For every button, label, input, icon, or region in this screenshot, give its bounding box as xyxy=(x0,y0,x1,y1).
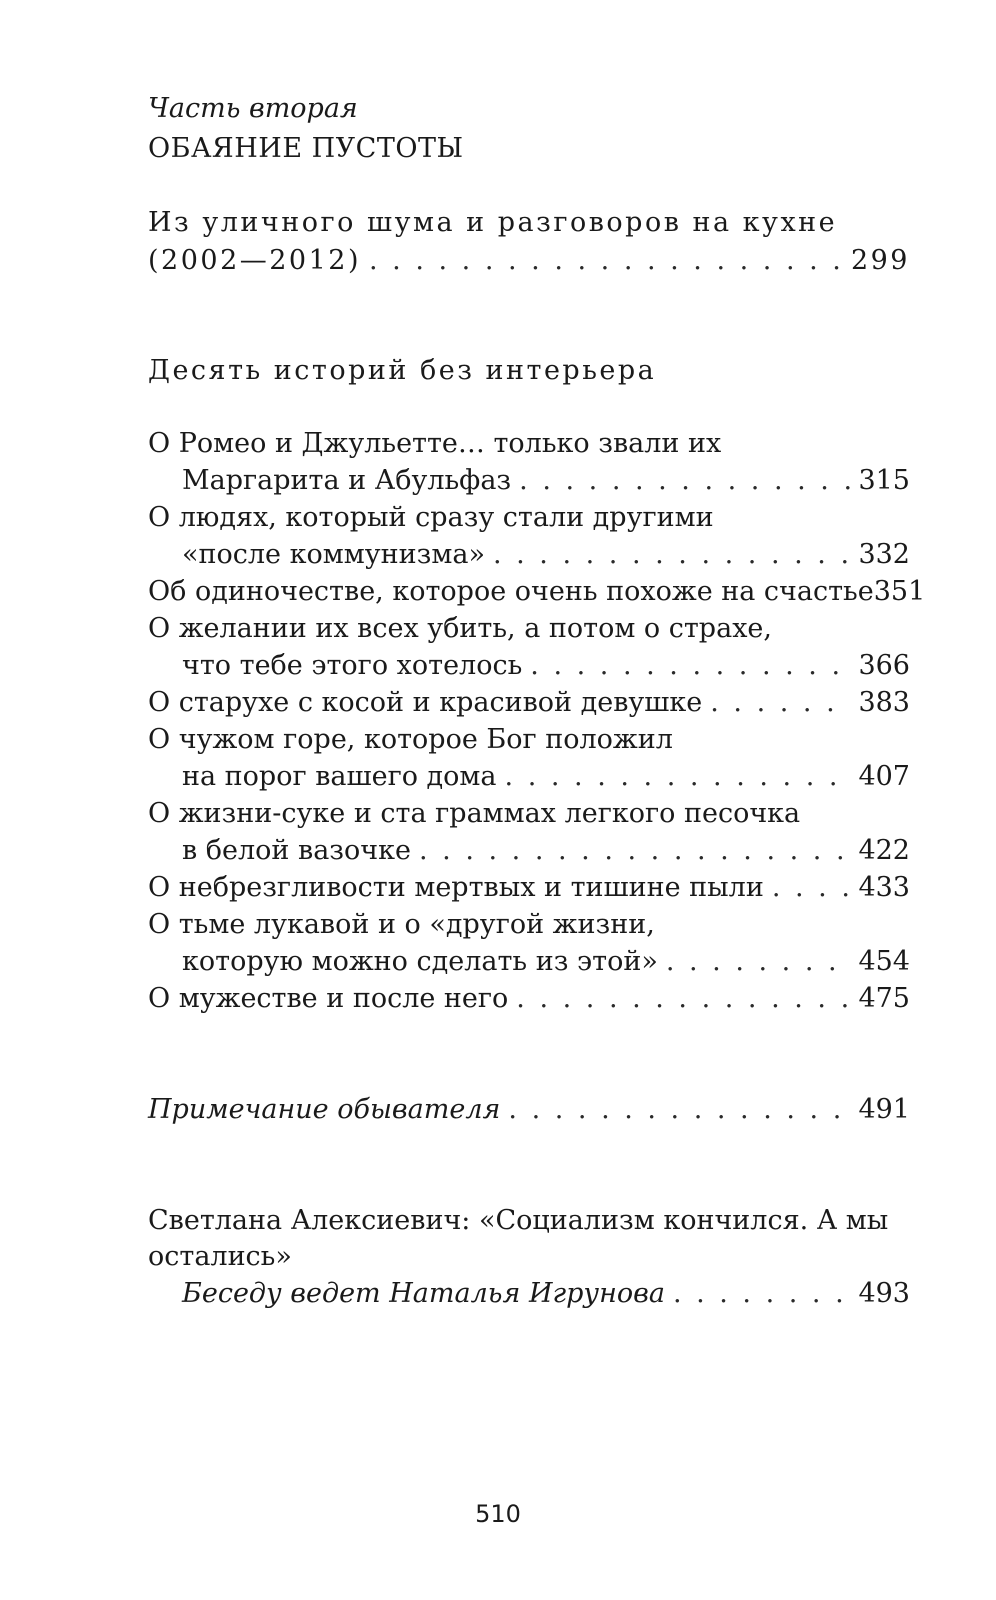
toc-entry-text: Примечание обывателя xyxy=(148,1094,501,1125)
toc-entry-line: О тьме лукавой и о «другой жизни, xyxy=(148,909,655,940)
page-number: 407 xyxy=(858,761,910,792)
page-number: 475 xyxy=(858,983,910,1014)
part-label: Часть вторая xyxy=(148,93,358,124)
toc-entry-text: «после коммунизма» xyxy=(182,539,485,570)
toc-entry xyxy=(148,982,910,1016)
toc-entry-text: Об одиночестве, которое очень похоже на счастье xyxy=(148,576,874,607)
dot-leader xyxy=(673,1277,851,1311)
page-number: 493 xyxy=(858,1278,910,1309)
folio-page-number: 510 xyxy=(475,1500,521,1528)
dot-leader xyxy=(519,464,850,498)
toc-entry-text: на порог вашего дома xyxy=(182,761,497,792)
page-number: 433 xyxy=(858,872,910,903)
part-title: ОБАЯНИЕ ПУСТОТЫ xyxy=(148,133,464,164)
toc-entry-text: (2002—2012) xyxy=(148,245,361,276)
page-number: 491 xyxy=(858,1094,910,1125)
dot-leader xyxy=(710,686,850,720)
toc-entry xyxy=(148,575,926,609)
toc-entry-text: Маргарита и Абульфаз xyxy=(182,465,512,496)
toc-entry-line: О желании их всех убить, а потом о страхе, xyxy=(148,613,772,644)
toc-entry-text: О мужестве и после него xyxy=(148,983,509,1014)
toc-entry-line: О чужом горе, которое Бог положил xyxy=(148,724,673,755)
toc-entry xyxy=(182,760,910,794)
dot-leader xyxy=(369,244,843,278)
toc-entry-text: О старухе с косой и красивой девушке xyxy=(148,687,703,718)
page-number: 299 xyxy=(850,245,910,276)
page-number: 366 xyxy=(858,650,910,681)
toc-entry-text: в белой вазочке xyxy=(182,835,411,866)
toc-entry-line: О людях, который сразу стали другими xyxy=(148,502,714,533)
toc-entry xyxy=(182,945,910,979)
page-number: 422 xyxy=(858,835,910,866)
toc-entry-interview xyxy=(182,1277,910,1311)
toc-entry-line: О жизни-суке и ста граммах легкого песочка xyxy=(148,798,801,829)
toc-entry-text: которую можно сделать из этой» xyxy=(182,946,658,977)
toc-entry-text: О небрезгливости мертвых и тишине пыли xyxy=(148,872,764,903)
toc-entry xyxy=(182,538,910,572)
dot-leader xyxy=(493,538,850,572)
toc-entry-text: что тебе этого хотелось xyxy=(182,650,523,681)
dot-leader xyxy=(666,945,851,979)
toc-entry xyxy=(182,464,910,498)
dot-leader xyxy=(419,834,850,868)
dot-leader xyxy=(530,649,850,683)
toc-entry xyxy=(182,649,910,683)
dot-leader xyxy=(516,982,850,1016)
toc-entry-street-noise-years xyxy=(148,244,910,278)
toc-entry-line: О Ромео и Джульетте… только звали их xyxy=(148,428,722,459)
toc-entry-note xyxy=(148,1093,910,1127)
toc-entry-line: Светлана Алексиевич: «Социализм кончился. А мы xyxy=(148,1205,889,1236)
dot-leader xyxy=(508,1093,850,1127)
page-number: 383 xyxy=(858,687,910,718)
toc-entry-street-noise: Из уличного шума и разговоров на кухне xyxy=(148,207,838,238)
toc-entry-line: остались» xyxy=(148,1241,292,1272)
dot-leader xyxy=(772,871,851,905)
section-heading: Десять историй без интерьера xyxy=(148,355,657,386)
toc-entry-text: Беседу ведет Наталья Игрунова xyxy=(182,1278,665,1309)
page-number: 315 xyxy=(858,465,910,496)
page-number: 454 xyxy=(858,946,910,977)
dot-leader xyxy=(505,760,851,794)
toc-entry xyxy=(148,686,910,720)
page-number: 332 xyxy=(858,539,910,570)
toc-entry xyxy=(182,834,910,868)
toc-entry xyxy=(148,871,910,905)
page-number: 351 xyxy=(873,576,926,607)
